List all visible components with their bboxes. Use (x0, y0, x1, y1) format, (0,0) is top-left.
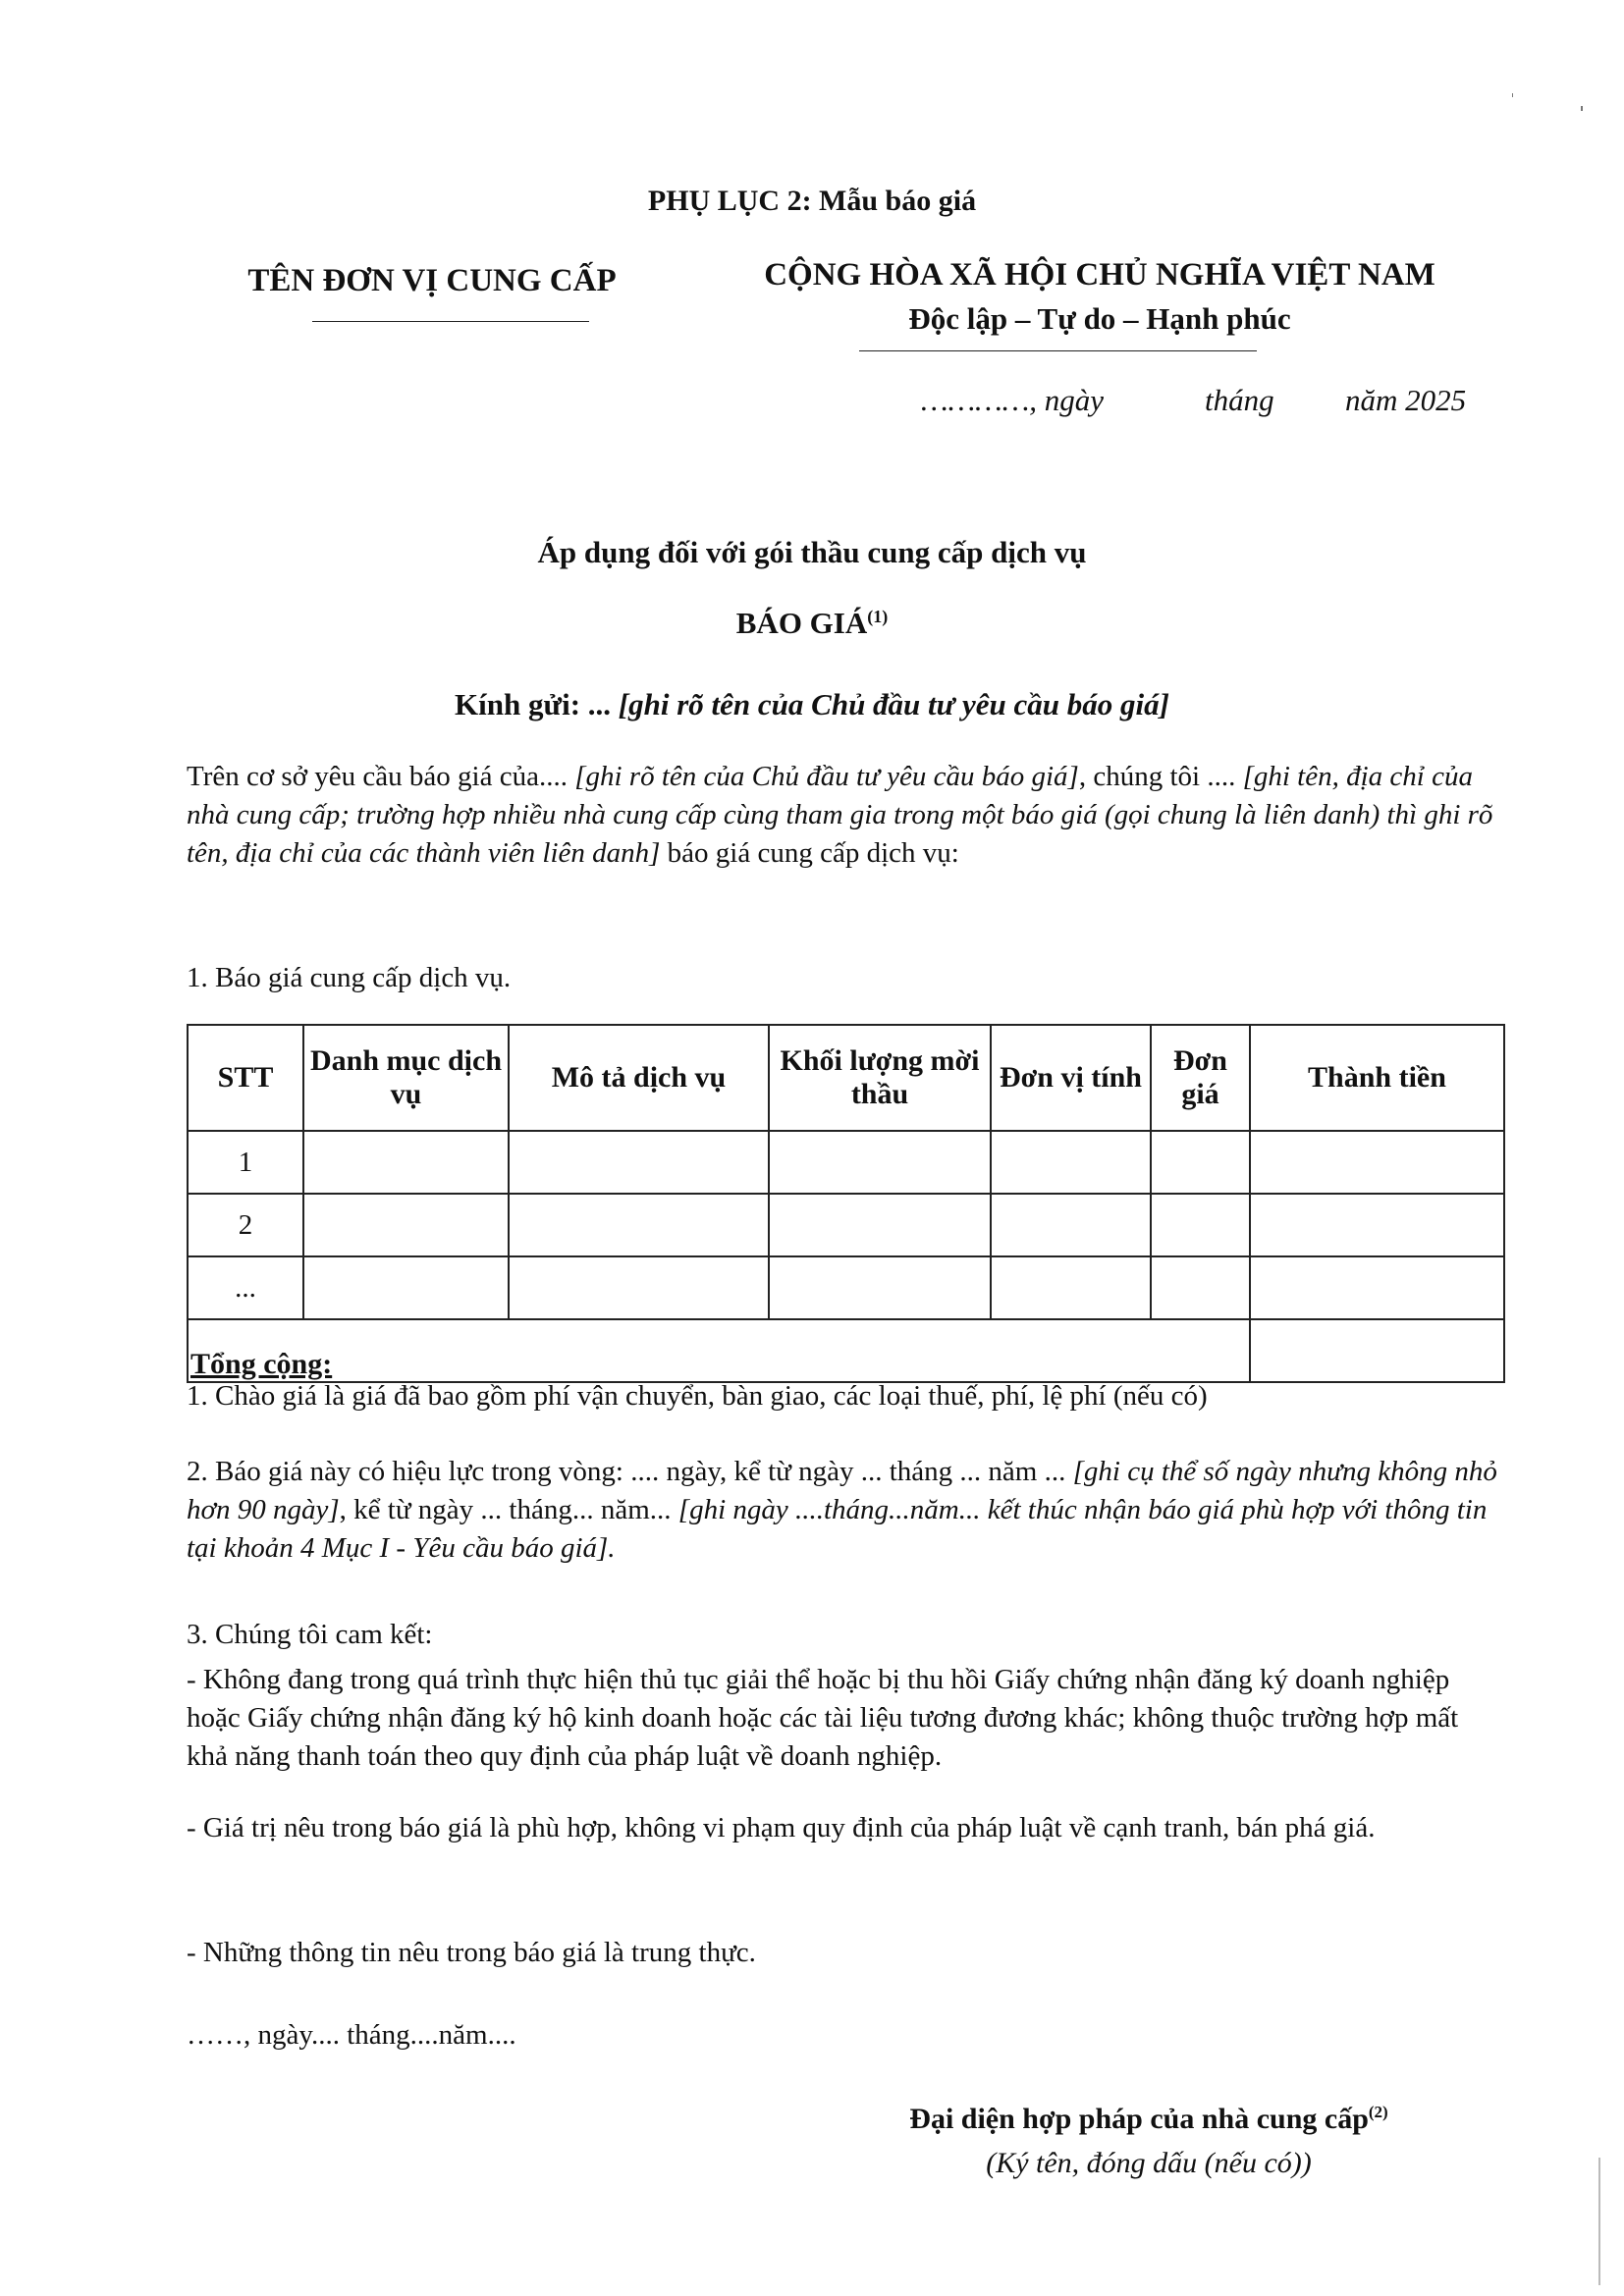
col-header-service-category: Danh mục dịch vụ (303, 1025, 509, 1131)
motto-underline (859, 350, 1257, 351)
commitment-item-1: - Không đang trong quá trình thực hiện thủ tục giải thể hoặc bị thu hồi Giấy chứng nhận đăng ký doanh nghiệp hoặc Giấy chứng nhận đăng ký hộ kinh doanh hoặc các tài liệu tương đương khác; không thuộc trường hợp mất khả năng thanh toán theo quy định của pháp luật về doanh nghiệp. (187, 1664, 1459, 1772)
intro-paragraph (187, 758, 1502, 873)
supplier-name: TÊN ĐƠN VỊ CUNG CẤP (247, 263, 617, 298)
date-place-day: …………, ngày (921, 383, 1105, 417)
footnote-marker-1: (1) (867, 607, 889, 626)
quote-title (0, 606, 1624, 641)
table-cell (1151, 1131, 1250, 1194)
table-cell (303, 1194, 509, 1256)
table-cell (1250, 1194, 1504, 1256)
commitment-item-2: - Giá trị nêu trong báo giá là phù hợp, không vi phạm quy định của pháp luật về cạnh tranh, bán phá giá. (187, 1812, 1376, 1843)
addressee-label: Kính gửi: ... (455, 687, 612, 721)
table-cell (509, 1256, 769, 1319)
table-cell (769, 1194, 991, 1256)
country-name: CỘNG HÒA XÃ HỘI CHỦ NGHĨA VIỆT NAM (764, 257, 1435, 293)
note-2 (187, 1453, 1502, 1568)
note-2-hint2: [ghi ngày ....tháng...năm... kết thúc nhận báo giá phù hợp với thông tin tại khoản 4 Mục I - Yêu cầu báo giá]. (187, 1494, 1488, 1564)
total-amount-cell (1250, 1319, 1504, 1382)
table-total-row (188, 1319, 1504, 1382)
intro-hint1: [ghi rõ tên của Chủ đầu tư yêu cầu báo giá] (574, 761, 1079, 792)
table-cell (769, 1256, 991, 1319)
table-cell (769, 1131, 991, 1194)
signature-title-text: Đại diện hợp pháp của nhà cung cấp (909, 2103, 1369, 2135)
col-header-service-description: Mô tả dịch vụ (509, 1025, 769, 1131)
intro-part2: , chúng tôi .... (1078, 761, 1236, 792)
note-2-part2: , kể từ ngày ... tháng... năm... (339, 1494, 672, 1525)
commitment-item-3: - Những thông tin nêu trong báo giá là trung thực. (187, 1937, 756, 1968)
national-motto: Độc lập – Tự do – Hạnh phúc (908, 301, 1291, 336)
footnote-marker-2: (2) (1368, 2103, 1388, 2121)
row-number: 2 (188, 1194, 303, 1256)
supplier-name-underline (312, 321, 589, 322)
table-row (188, 1194, 1504, 1256)
place-date-line: ……, ngày.... tháng....năm.... (187, 2019, 516, 2051)
date-month: tháng (1205, 383, 1274, 417)
table-cell (509, 1131, 769, 1194)
signature-note: (Ký tên, đóng dấu (nếu có)) (986, 2147, 1312, 2179)
col-header-unit-price: Đơn giá (1151, 1025, 1250, 1131)
total-label: Tổng cộng: (188, 1319, 1250, 1382)
scan-speck (1512, 93, 1513, 97)
table-cell (1250, 1256, 1504, 1319)
price-quote-table (187, 1024, 1505, 1383)
applies-to-heading: Áp dụng đối với gói thầu cung cấp dịch vụ (537, 535, 1087, 569)
signature-title (854, 2103, 1443, 2136)
col-header-amount: Thành tiền (1250, 1025, 1504, 1131)
col-header-quantity: Khối lượng mời thầu (769, 1025, 991, 1131)
table-cell (991, 1194, 1151, 1256)
note-1: 1. Chào giá là giá đã bao gồm phí vận chuyển, bàn giao, các loại thuế, phí, lệ phí (nếu có) (187, 1380, 1208, 1412)
scan-speck (1581, 106, 1583, 111)
intro-part3: báo giá cung cấp dịch vụ: (667, 837, 959, 869)
table-cell (991, 1131, 1151, 1194)
commitments-title: 3. Chúng tôi cam kết: (187, 1619, 433, 1650)
col-header-stt: STT (188, 1025, 303, 1131)
table-row (188, 1256, 1504, 1319)
intro-hint2: [ghi tên, địa chỉ của nhà cung cấp; trường hợp nhiều nhà cung cấp cùng tham gia trong một báo giá (gọi chung là liên danh) thì ghi rõ tên, địa chỉ của các thành viên liên danh] (187, 761, 1493, 869)
quote-title-text: BÁO GIÁ (735, 606, 868, 640)
row-number: ... (188, 1256, 303, 1319)
col-header-unit: Đơn vị tính (991, 1025, 1151, 1131)
table-cell (509, 1194, 769, 1256)
scan-edge-mark (1598, 2158, 1600, 2285)
intro-part1: Trên cơ sở yêu cầu báo giá của.... (187, 761, 568, 792)
table-cell (1250, 1131, 1504, 1194)
note-2-hint1: [ghi cụ thể số ngày nhưng không nhỏ hơn 90 ngày] (187, 1456, 1497, 1525)
section-1-title: 1. Báo giá cung cấp dịch vụ. (187, 962, 512, 993)
table-cell (1151, 1256, 1250, 1319)
appendix-title: PHỤ LỤC 2: Mẫu báo giá (647, 185, 977, 217)
table-row (188, 1131, 1504, 1194)
addressee-hint: [ghi rõ tên của Chủ đầu tư yêu cầu báo giá] (618, 687, 1169, 721)
date-year: năm 2025 (1345, 383, 1467, 417)
addressee-line (0, 687, 1624, 722)
table-header-row (188, 1025, 1504, 1131)
row-number: 1 (188, 1131, 303, 1194)
note-2-part1: 2. Báo giá này có hiệu lực trong vòng: .... ngày, kể từ ngày ... tháng ... năm ... (187, 1456, 1066, 1487)
table-cell (303, 1256, 509, 1319)
table-cell (1151, 1194, 1250, 1256)
table-cell (303, 1131, 509, 1194)
table-cell (991, 1256, 1151, 1319)
